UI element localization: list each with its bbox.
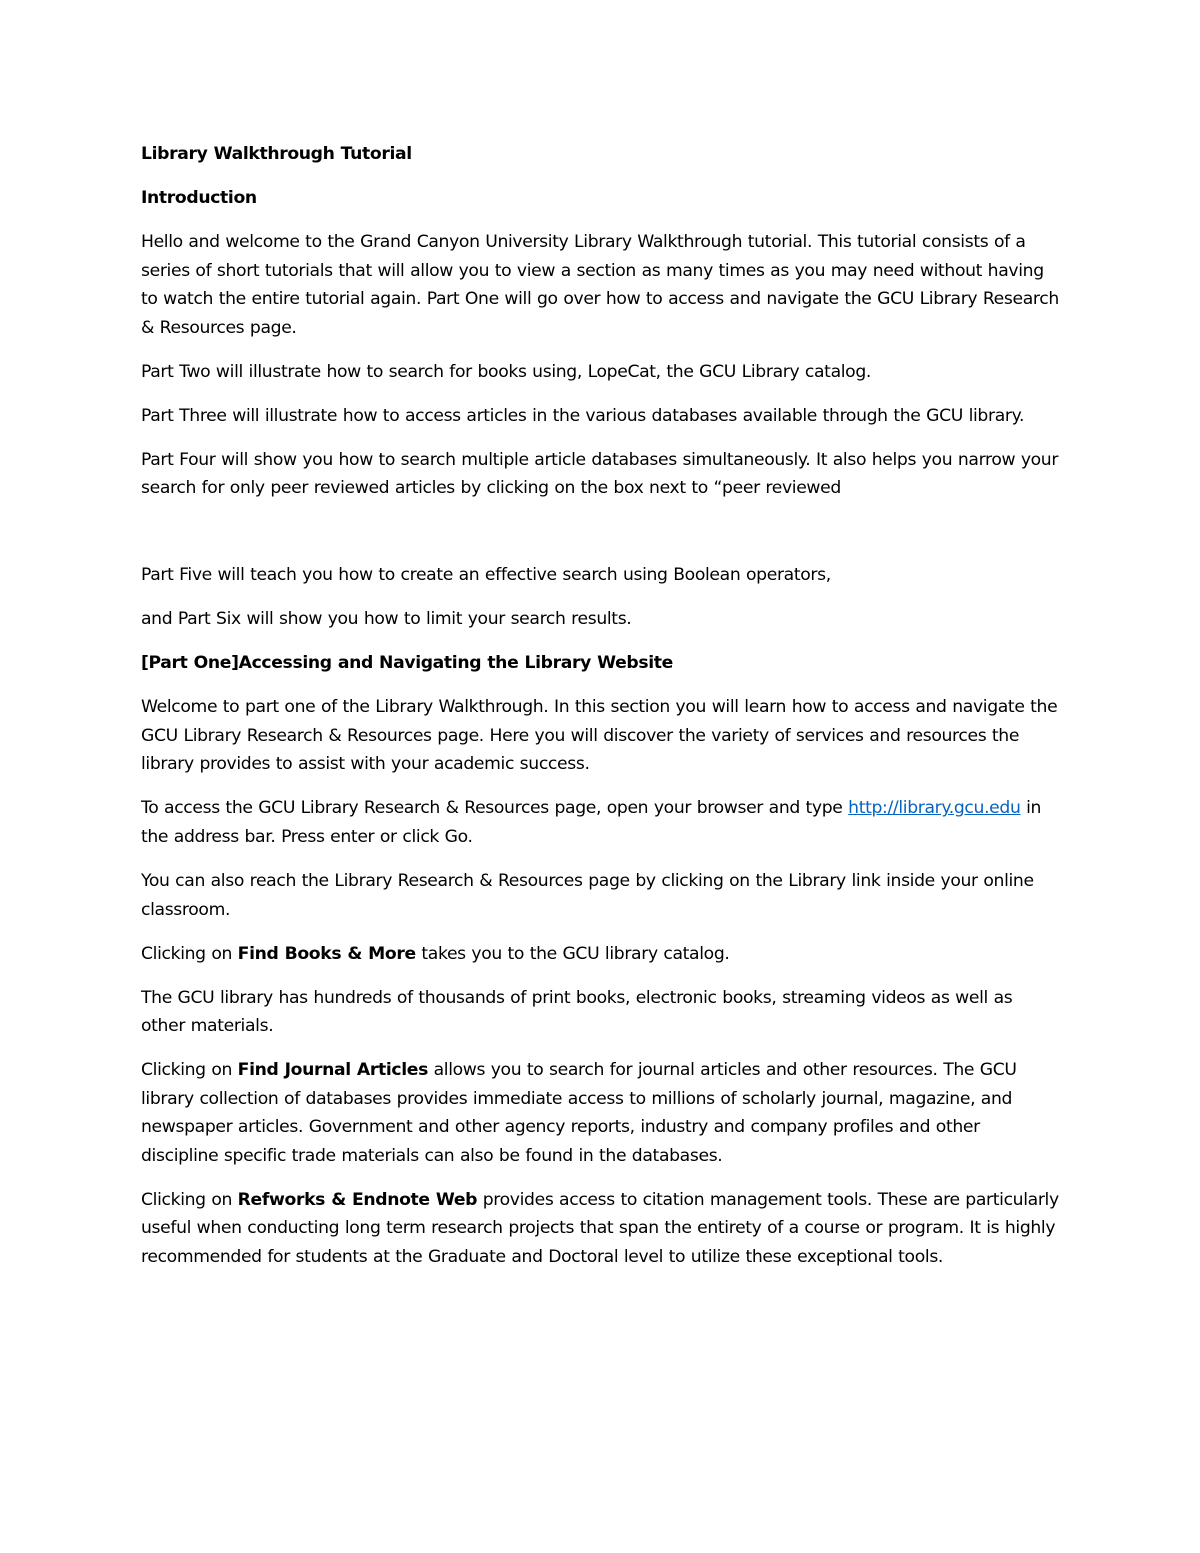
access-text-after: in the address bar. Press enter or click Go. — [141, 798, 1042, 847]
document-body — [141, 140, 1061, 1287]
refworks-text-before: Clicking on — [141, 1189, 238, 1210]
document-title: Library Walkthrough Tutorial — [141, 144, 412, 164]
part-five-paragraph: Part Five will teach you how to create an effective search using Boolean operators, — [141, 565, 831, 586]
access-text-before: To access the GCU Library Research & Resources page, open your browser and type — [141, 798, 849, 819]
part-one-heading: [Part One]Accessing and Navigating the Library Website — [141, 653, 673, 674]
access-paragraph — [141, 794, 1061, 851]
find-books-text-after: takes you to the GCU library catalog. — [415, 943, 730, 964]
find-articles-label: Find Journal Articles — [237, 1060, 428, 1081]
find-articles-paragraph — [141, 1056, 1061, 1170]
find-articles-text-after: allows you to search for journal articles and other resources. The GCU library collection of databases provides immediate access to millions of scholarly journal, magazine, and newspaper articles. Government and other agency reports, industry and company profiles and other discipline specific trade materials can also be found in the databases. — [141, 1060, 1017, 1166]
part-six-paragraph: and Part Six will show you how to limit your search results. — [141, 609, 632, 630]
refworks-label: Refworks & Endnote Web — [237, 1189, 478, 1210]
intro-paragraph: Hello and welcome to the Grand Canyon University Library Walkthrough tutorial. This tutorial consists of a series of short tutorials that will allow you to view a section as many times as you may need without having to watch the entire tutorial again. Part One will go over how to access and navigate the GCU Library Research & Resources page. — [141, 231, 1059, 338]
blank-space — [141, 518, 1061, 561]
refworks-paragraph — [141, 1186, 1061, 1272]
part-three-paragraph: Part Three will illustrate how to access articles in the various databases available through the GCU library. — [141, 405, 1025, 426]
refworks-text-after: provides access to citation management tools. These are particularly useful when conducting long term research projects that span the entirety of a course or program. It is highly recommended for students at the Graduate and Doctoral level to utilize these exceptional tools. — [141, 1189, 1059, 1268]
introduction-heading: Introduction — [141, 187, 257, 208]
library-url-link[interactable]: http://library.gcu.edu — [848, 798, 1021, 819]
find-books-paragraph — [141, 940, 1061, 969]
part-two-paragraph: Part Two will illustrate how to search for books using, LopeCat, the GCU Library catalog. — [141, 361, 872, 382]
holdings-paragraph: The GCU library has hundreds of thousands of print books, electronic books, streaming videos as well as other materials. — [141, 987, 1013, 1037]
welcome-part-one-paragraph: Welcome to part one of the Library Walkthrough. In this section you will learn how to access and navigate the GCU Library Research & Resources page. Here you will discover the variety of services and resources the library provides to assist with your academic success. — [141, 697, 1058, 775]
find-books-text-before: Clicking on — [141, 943, 238, 964]
part-four-paragraph: Part Four will show you how to search multiple article databases simultaneously. It also helps you narrow your search for only peer reviewed articles by clicking on the box next to “peer reviewed — [141, 449, 1059, 499]
find-articles-text-before: Clicking on — [141, 1060, 238, 1081]
classroom-paragraph: You can also reach the Library Research & Resources page by clicking on the Library link inside your online classroom. — [141, 870, 1034, 920]
find-books-label: Find Books & More — [237, 943, 416, 964]
